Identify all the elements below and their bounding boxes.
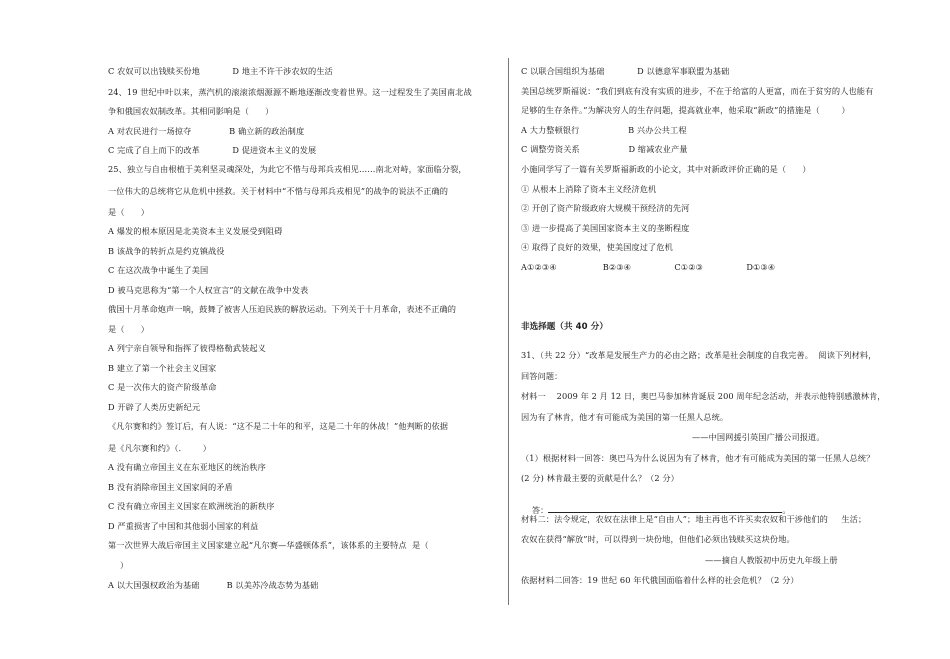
q26-option-b: B 建立了第一个社会主义国家 — [108, 363, 217, 373]
q30-statement-2: ② 开创了资产阶级政府大规模干预经济的先河 — [521, 203, 690, 213]
q27-stem-line2: 是《凡尔赛和约》（. ） — [108, 443, 212, 453]
q28-options-ab: A 以大国强权政治为基础 B 以美苏冷战态势为基础 — [108, 580, 319, 590]
q27-stem-line1: 《凡尔赛和约》签订后，有人说：“这不是二十年的和平，这是二十年的休战！”他判断的依据 — [108, 421, 449, 431]
q27-option-d: D 严重损害了中国和其他弱小国家的利益 — [108, 521, 259, 531]
q30-statement-1: ① 从根本上消除了资本主义经济危机 — [521, 184, 657, 194]
q31-2: 依据材料二回答：19 世纪 60 年代俄国面临着什么样的社会危机？（2 分） — [521, 575, 799, 585]
q29-options-ab: A 大力整顿银行 B 兴办公共工程 — [521, 125, 687, 135]
material2-line2: 农奴在获得“解放”时，可以得到一块份地，但他们必须出钱赎买这块份地。 — [521, 534, 795, 544]
q25-stem-line2: 一位伟大的总统将它从危机中拯救。关于材料中“不惜与母邦兵戎相见”的战争的说法不正确的 — [108, 186, 449, 196]
answer-blank[interactable] — [548, 504, 782, 513]
material1-line2: 因为有了林肯，他才有可能成为美国的第一任黑人总统。 — [521, 412, 729, 422]
q26-option-a: A 列宁亲自领导和指挥了彼得格勒武装起义 — [108, 343, 266, 353]
q24-stem-line1: 24、19 世纪中叶以来，蒸汽机的滚滚浓烟源源不断地逐渐改变着世界。这一过程发生了美国南北战 — [108, 87, 472, 97]
q26-option-c: C 是一次伟大的资产阶级革命 — [108, 382, 217, 392]
q28-options-cd: C 以联合国组织为基础 D 以德意军事联盟为基础 — [521, 66, 730, 76]
q26-stem-line1: 俄国十月革命炮声一响，鼓舞了被害人压迫民族的解放运动。下列关于十月革命，表述不正确的 — [108, 304, 457, 314]
column-divider — [508, 58, 509, 605]
section-heading: 非选择题（共 40 分） — [521, 322, 608, 332]
answer-label: 答： — [531, 505, 549, 515]
q30-statement-3: ③ 进一步提高了美国国家资本主义的垄断程度 — [521, 223, 690, 233]
q28-stem-line2: ） — [120, 560, 129, 570]
q27-option-b: B 没有消除帝国主义国家间的矛盾 — [108, 482, 233, 492]
q24-stem-line2: 争和俄国农奴制改革。其相同影响是（ ） — [108, 106, 274, 116]
q30-stem: 小施同学写了一篇有关罗斯福新政的小论文，其中对新政评价正确的是（ ） — [521, 164, 811, 174]
q25-stem-line3: 是（ ） — [108, 207, 150, 217]
q24-options-ab: A 对农民进行一场掠夺 B 确立新的政治制度 — [108, 126, 305, 136]
q31-1-line2: (2 分) 林肯最主要的贡献是什么？（2 分） — [521, 473, 679, 483]
q30-options: A①②③④ B②③④ C①②③ D①③④ — [521, 262, 776, 272]
q24-options-cd: C 完成了自上而下的改革 D 促进资本主义的发展 — [108, 145, 317, 155]
q31-stem-line2: 回答问题： — [521, 371, 563, 381]
q30-statement-4: ④ 取得了良好的效果，使美国度过了危机 — [521, 242, 673, 252]
q25-option-d: D 被马克思称为“第一个人权宣言”的文献在战争中发表 — [108, 285, 309, 295]
q26-stem-line2: 是（ ） — [108, 324, 150, 334]
q27-option-c: C 没有确立帝国主义国家在欧洲统治的新秩序 — [108, 501, 275, 511]
q25-option-a: A 爆发的根本原因是北美资本主义发展受到阻碍 — [108, 226, 283, 236]
q27-option-a: A 没有确立帝国主义在东亚地区的统治秩序 — [108, 462, 266, 472]
q25-stem-line1: 25、独立与自由根植于美利坚灵魂深处，为此它不惜与母邦兵戎相见……南北对峙，家面临分裂， — [108, 164, 467, 174]
answer-period: 。 — [782, 505, 791, 515]
q25-option-c: C 在这次战争中诞生了美国 — [108, 265, 209, 275]
q28-stem-line1: 第一次世界大战后帝国主义国家建立起“凡尔赛—华盛顿体系”，该体系的主要特点 是（ — [108, 540, 429, 550]
q29-stem-line2: 足够的生存条件。”为解决穷人的生存问题，提高就业率，他采取“新政”的措施是（ ） — [521, 105, 850, 115]
q29-stem-line1: 美国总统罗斯福说：“我们到底有没有实质的进步，不在于给富的人更富，而在于贫穷的人也能有 — [521, 86, 874, 96]
q29-options-cd: C 调整劳资关系 D 缩减农业产量 — [521, 144, 688, 154]
material1-line1: 材料一 2009 年 2 月 12 日，奥巴马参加林肯诞辰 200 周年纪念活动，并表示他特别感激林肯， — [521, 391, 886, 401]
q25-option-b: B 该战争的转折点是约克镇战役 — [108, 246, 225, 256]
q31-1-line1: （1）根据材料一回答：奥巴马为什么说因为有了林肯，他才有可能成为美国的第一任黑人总统？ — [521, 453, 875, 463]
material1-source: ——中国网援引英国广播公司报道。 — [692, 432, 825, 442]
material2-line1: 材料二：法令规定，农奴在法律上是“自由人”；地主再也不许买卖农奴和干涉他们的 生活； — [521, 514, 867, 524]
q31-stem-line1: 31、（共 22 分）“改革是发展生产力的必由之路；改革是社会制度的自我完善。 阅读下列材料， — [521, 350, 877, 360]
material2-source: ——摘自人教版初中历史九年级上册 — [705, 555, 838, 565]
q23-options-cd: C 农奴可以出钱赎买份地 D 地主不许干涉农奴的生活 — [108, 66, 333, 76]
q26-option-d: D 开辟了人类历史新纪元 — [108, 402, 201, 412]
